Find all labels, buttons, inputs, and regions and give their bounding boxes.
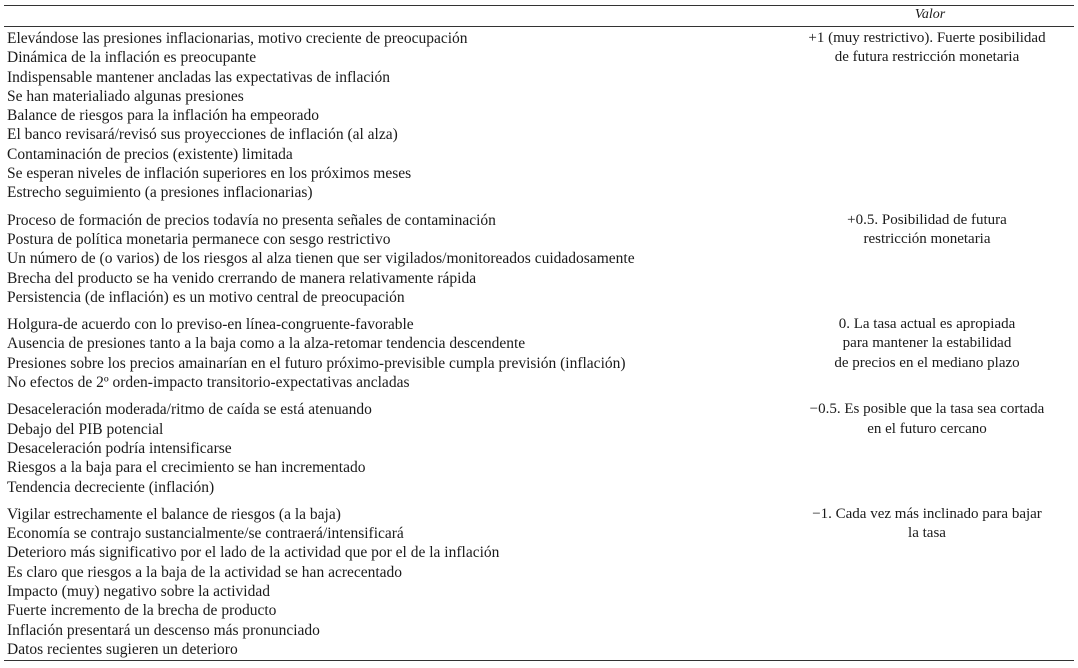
phrases-cell <box>7 505 782 659</box>
column-header-valor: Valor <box>914 7 946 22</box>
value-line: de precios en el mediano plazo <box>834 354 1020 371</box>
bottom-rule <box>4 660 1074 661</box>
phrase: Riesgos a la baja para el crecimiento se han incrementado <box>7 459 366 477</box>
phrase: Fuerte incremento de la brecha de producto <box>7 602 277 620</box>
table-row-group <box>7 315 1072 392</box>
phrases-cell <box>7 315 782 392</box>
table-body <box>7 29 1072 667</box>
phrase: Es claro que riesgos a la baja de la actividad se han acrecentado <box>7 563 403 581</box>
value-cell <box>782 29 1072 203</box>
phrase: Se esperan niveles de inflación superiores en los próximos meses <box>7 165 412 183</box>
phrase: Indispensable mantener ancladas las expectativas de inflación <box>7 68 391 86</box>
phrase: Ausencia de presiones tanto a la baja como a la alza-retomar tendencia descendente <box>7 335 526 353</box>
value-line: −0.5. Es posible que la tasa sea cortada <box>809 401 1045 418</box>
phrase: Desaceleración podría intensificarse <box>7 439 232 457</box>
value-cell <box>782 211 1072 307</box>
phrase: Proceso de formación de precios todavía no presenta señales de contaminación <box>7 211 496 229</box>
table-row-group <box>7 400 1072 496</box>
value-line: para mantener la estabilidad <box>842 335 1012 352</box>
value-line: +1 (muy restrictivo). Fuerte posibilidad <box>808 30 1046 46</box>
value-cell <box>782 315 1072 392</box>
phrase: Desaceleración moderada/ritmo de caída se está atenuando <box>7 401 372 419</box>
phrase: Brecha del producto se ha venido crerrando de manera relativamente rápida <box>7 269 477 287</box>
phrases-cell <box>7 211 782 307</box>
phrase: Dinámica de la inflación es preocupante <box>7 49 257 67</box>
value-line: 0. La tasa actual es apropiada <box>838 316 1016 333</box>
phrase: Inflación presentará un descenso más pronunciado <box>7 621 320 639</box>
phrases-cell <box>7 400 782 496</box>
value-line: de futura restricción monetaria <box>834 49 1020 66</box>
value-cell <box>782 400 1072 496</box>
value-line: +0.5. Posibilidad de futura <box>847 211 1007 228</box>
phrase: Persistencia (de inflación) es un motivo central de preocupación <box>7 288 405 306</box>
phrases-cell <box>7 29 782 203</box>
phrase: Deterioro más significativo por el lado de la actividad que por el de la inflación <box>7 544 500 562</box>
value-line: en el futuro cercano <box>867 420 987 437</box>
phrase: Presiones sobre los precios amainarían en el futuro próximo-previsible cumpla previsión (inflación) <box>7 354 626 372</box>
table-row-group <box>7 29 1072 203</box>
value-line: −1. Cada vez más inclinado para bajar <box>812 505 1042 522</box>
phrase: No efectos de 2º orden-impacto transitorio-expectativas ancladas <box>7 374 410 392</box>
phrase: Debajo del PIB potencial <box>7 420 164 438</box>
phrase: El banco revisará/revisó sus proyecciones de inflación (al alza) <box>7 126 398 144</box>
phrase: Postura de política monetaria permanece con sesgo restrictivo <box>7 230 391 248</box>
phrase: Un número de (o varios) de los riesgos al alza tienen que ser vigilados/monitoreados cuidadosamente <box>7 250 635 268</box>
phrase: Datos recientes sugieren un deterioro <box>7 640 238 658</box>
phrase: Contaminación de precios (existente) limitada <box>7 145 293 163</box>
header-rule <box>4 26 1074 27</box>
table-row-group <box>7 505 1072 659</box>
value-line: restricción monetaria <box>863 230 991 247</box>
table-row-group <box>7 211 1072 307</box>
phrase: Se han materialiado algunas presiones <box>7 87 244 105</box>
phrase: Vigilar estrechamente el balance de riesgos (a la baja) <box>7 505 341 523</box>
phrase: Elevándose las presiones inflacionarias, motivo creciente de preocupación <box>7 30 468 47</box>
phrase: Estrecho seguimiento (a presiones inflacionarias) <box>7 184 313 202</box>
phrase: Balance de riesgos para la inflación ha empeorado <box>7 107 320 125</box>
phrase: Economía se contrajo sustancialmente/se contraerá/intensificará <box>7 525 404 543</box>
value-cell <box>782 505 1072 659</box>
phrase: Holgura-de acuerdo con lo previso-en línea-congruente-favorable <box>7 316 414 334</box>
value-line: la tasa <box>908 525 946 542</box>
phrase: Tendencia decreciente (inflación) <box>7 478 215 496</box>
top-rule <box>4 5 1074 6</box>
phrase: Impacto (muy) negativo sobre la actividad <box>7 583 270 601</box>
